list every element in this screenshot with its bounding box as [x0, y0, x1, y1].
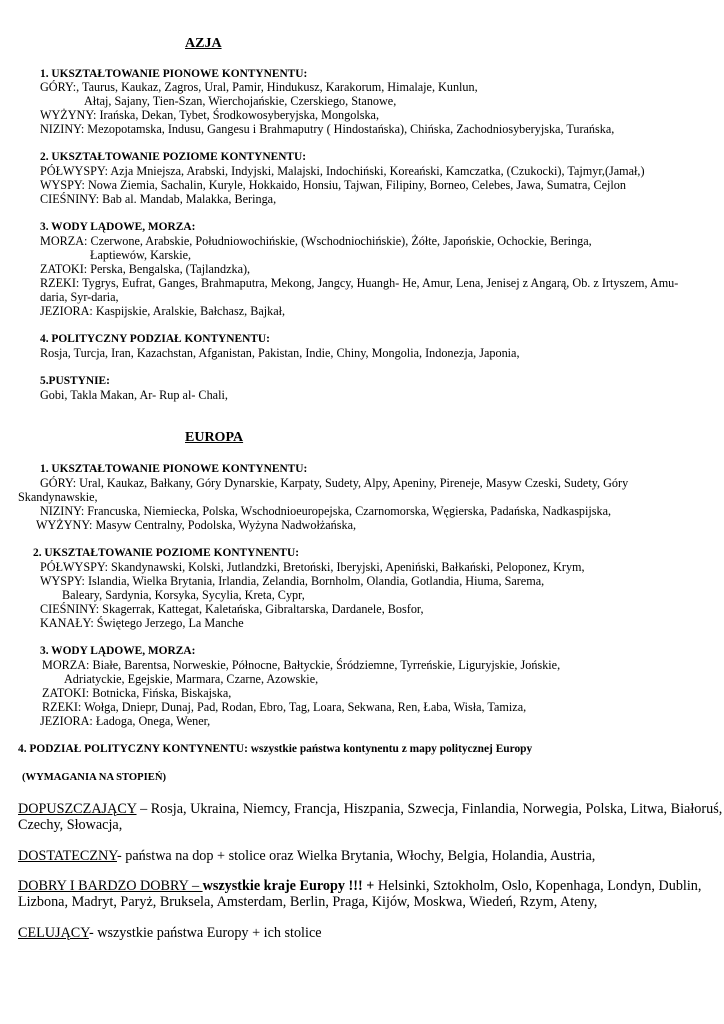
grade-db [18, 878, 701, 894]
europe-uplands: WYŻYNY: Masyw Centralny, Podolska, Wyżyna Nadwołżańska, [36, 518, 357, 532]
asia-seas: MORZA: Czerwone, Arabskie, Południowochińskie, (Wschodniochińskie), Żółte, Japońskie, Ochockie, Beringa, [40, 234, 592, 248]
asia-lowlands: NIZINY: Mezopotamska, Indusu, Gangesu i Brahmaputry ( Hindostańska), Chińska, Zachodniosyberyjska, Turańska, [40, 122, 615, 136]
europe-lakes: JEZIORA: Ładoga, Onega, Wener, [40, 714, 211, 728]
europe-title: EUROPA [185, 430, 244, 445]
grade-cel-label: CELUJĄCY [18, 925, 89, 941]
asia-s2-heading: 2. UKSZTAŁTOWANIE POZIOME KONTYNENTU: [40, 151, 307, 163]
grade-dost [18, 848, 595, 864]
grade-dop-cont: Czechy, Słowacja, [18, 817, 123, 833]
europe-peninsulas: PÓŁWYSPY: Skandynawski, Kolski, Jutlandzki, Bretoński, Iberyjski, Apeniński, Bałkański, Peloponez, Krym, [40, 560, 585, 574]
grade-db-cont: Lizbona, Madryt, Paryż, Bruksela, Amsterdam, Berlin, Praga, Kijów, Moskwa, Wiedeń, Rzym, Ateny, [18, 894, 598, 910]
asia-s4-heading: 4. POLITYCZNY PODZIAŁ KONTYNENTU: [40, 333, 270, 345]
asia-deserts: Gobi, Takla Makan, Ar- Rup al- Chali, [40, 388, 228, 402]
grade-dop-label: DOPUSZCZAJĄCY [18, 801, 137, 817]
europe-mountains-cont: Skandynawskie, [18, 490, 98, 504]
grade-db-label: DOBRY I BARDZO DOBRY – [18, 878, 203, 894]
europe-canals: KANAŁY: Świętego Jerzego, La Manche [40, 616, 244, 630]
asia-islands: WYSPY: Nowa Ziemia, Sachalin, Kuryle, Hokkaido, Honsiu, Tajwan, Filipiny, Borneo, Celebes, Jawa, Sumatra, Cejlon [40, 178, 626, 192]
europe-rivers: RZEKI: Wołga, Dniepr, Dunaj, Pad, Rodan, Ebro, Tag, Loara, Sekwana, Ren, Łaba, Wisła, Tamiza, [42, 700, 527, 714]
asia-straits: CIEŚNINY: Bab al. Mandab, Malakka, Beringa, [40, 192, 277, 206]
grade-dost-text: - państwa na dop + stolice oraz Wielka Brytania, Włochy, Belgia, Holandia, Austria, [116, 848, 596, 864]
asia-countries: Rosja, Turcja, Iran, Kazachstan, Afganistan, Pakistan, Indie, Chiny, Mongolia, Indonezja, Japonia, [40, 346, 520, 360]
europe-bays: ZATOKI: Botnicka, Fińska, Biskajska, [42, 686, 232, 700]
asia-peninsulas: PÓŁWYSPY: Azja Mniejsza, Arabski, Indyjski, Malajski, Indochiński, Koreański, Kamczatka, (Czukocki), Tajmyr,(Jamał,) [40, 164, 645, 178]
asia-uplands: WYŻYNY: Irańska, Dekan, Tybet, Środkowosyberyjska, Mongolska, [40, 108, 379, 122]
europe-straits: CIEŚNINY: Skagerrak, Kattegat, Kaletańska, Gibraltarska, Dardanele, Bosfor, [40, 602, 424, 616]
europe-islands-cont: Baleary, Sardynia, Korsyka, Sycylia, Kreta, Cypr, [62, 588, 305, 602]
grade-dop [18, 801, 722, 817]
asia-mountains-cont: Ałtaj, Sajany, Tien-Szan, Wierchojańskie, Czerskiego, Stanowe, [84, 94, 397, 108]
asia-s3-heading: 3. WODY LĄDOWE, MORZA: [40, 221, 196, 233]
asia-lakes: JEZIORA: Kaspijskie, Aralskie, Bałchasz, Bajkał, [40, 304, 286, 318]
europe-s3-heading: 3. WODY LĄDOWE, MORZA: [40, 645, 196, 657]
grade-db-text: Helsinki, Sztokholm, Oslo, Kopenhaga, Londyn, Dublin, [377, 878, 702, 894]
grade-db-bold: wszystkie kraje Europy !!! + [202, 878, 378, 894]
europe-s2-heading: 2. UKSZTAŁTOWANIE POZIOME KONTYNENTU: [33, 547, 300, 559]
asia-rivers-cont: daria, Syr-daria, [40, 290, 119, 304]
asia-bays: ZATOKI: Perska, Bengalska, (Tajlandzka), [40, 262, 251, 276]
europe-seas-cont: Adriatyckie, Egejskie, Marmara, Czarne, Azowskie, [64, 672, 319, 686]
asia-rivers: RZEKI: Tygrys, Eufrat, Ganges, Brahmaputra, Mekong, Jangcy, Huangh- He, Amur, Lena, Jenisej z Angarą, Ob. z Irtyszem, Amu- [40, 276, 679, 290]
europe-seas: MORZA: Białe, Barentsa, Norweskie, Północne, Bałtyckie, Śródziemne, Tyrreńskie, Liguryjskie, Jońskie, [42, 658, 561, 672]
europe-mountains: GÓRY: Ural, Kaukaz, Bałkany, Góry Dynarskie, Karpaty, Sudety, Alpy, Apeniny, Pireneje, Masyw Czeski, Sudety, Góry [40, 476, 629, 490]
asia-mountains: GÓRY:, Taurus, Kaukaz, Zagros, Ural, Pamir, Hindukusz, Karakorum, Himalaje, Kunlun, [40, 80, 478, 94]
europe-islands: WYSPY: Islandia, Wielka Brytania, Irlandia, Zelandia, Bornholm, Olandia, Gotlandia, Hiuma, Sarema, [40, 574, 545, 588]
asia-title: AZJA [185, 36, 222, 51]
grade-cel-text: - wszystkie państwa Europy + ich stolice [88, 925, 322, 941]
asia-s5-heading: 5.PUSTYNIE: [40, 375, 110, 387]
europe-s4-heading: 4. PODZIAŁ POLITYCZNY KONTYNENTU: wszystkie państwa kontynentu z mapy politycznej Europy [18, 743, 533, 755]
grades-header: (WYMAGANIA NA STOPIEŃ) [22, 772, 167, 783]
grade-dost-label: DOSTATECZNY [18, 848, 117, 864]
asia-s1-heading: 1. UKSZTAŁTOWANIE PIONOWE KONTYNENTU: [40, 68, 308, 80]
grade-dop-text: – Rosja, Ukraina, Niemcy, Francja, Hiszpania, Szwecja, Finlandia, Norwegia, Polska, Litwa, Białoruś, [136, 801, 723, 817]
grade-cel [18, 925, 322, 941]
asia-seas-cont: Łaptiewów, Karskie, [90, 248, 192, 262]
europe-s1-heading: 1. UKSZTAŁTOWANIE PIONOWE KONTYNENTU: [40, 463, 308, 475]
europe-lowlands: NIZINY: Francuska, Niemiecka, Polska, Wschodnioeuropejska, Czarnomorska, Węgierska, Padańska, Nadkaspijska, [40, 504, 612, 518]
